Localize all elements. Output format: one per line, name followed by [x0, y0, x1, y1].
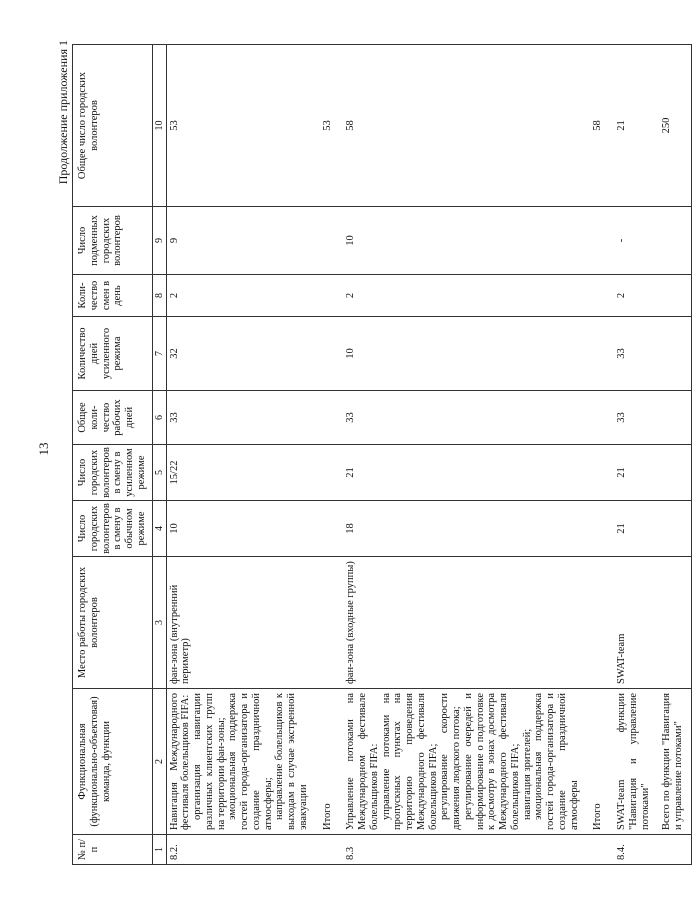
function-item: организация навигации различных клиентских групп на территории фан-зоны;	[192, 693, 227, 830]
header-shifts: Коли-чество смен в день	[73, 275, 153, 317]
header-number: № п/п	[73, 835, 153, 865]
table-row	[343, 45, 582, 865]
subtotal-value: 58	[582, 45, 614, 207]
row-number: 8.2.	[166, 835, 312, 865]
subtotal-row	[312, 45, 344, 865]
enhanced-mode-value: 15/22	[166, 445, 312, 501]
function-description	[343, 689, 582, 835]
column-number: 7	[152, 317, 166, 391]
work-place: фан-зона (внутренний периметр)	[166, 557, 312, 689]
work-place: SWAT-team	[614, 557, 653, 689]
continuation-label: Продолжение приложения 1	[56, 40, 70, 185]
table-header-row	[73, 45, 153, 865]
function-item: навигация зрителей;	[521, 728, 533, 820]
column-number: 2	[152, 689, 166, 835]
enhanced-days-value: 33	[614, 317, 653, 391]
subtotal-value: 53	[312, 45, 344, 207]
column-number: 4	[152, 501, 166, 557]
function-description	[166, 689, 312, 835]
header-function: Функциональная (функционально-объектовая) команда, функции	[73, 689, 153, 835]
header-total: Общее число городских волонтеров	[73, 45, 153, 207]
function-item: управление потоками на пропускных пунктах на территорию проведения Международного фестиваля болельщиков FIFA;	[380, 693, 439, 830]
grand-total-row	[653, 45, 691, 865]
normal-mode-value: 10	[166, 501, 312, 557]
work-place: фан-зона (входные группы)	[343, 557, 582, 689]
shifts-value: 2	[614, 275, 653, 317]
function-item: регулирование очередей и информирование о подготовке к досмотру в зонах досмотра Международного фестиваля болельщиков FIFA;	[462, 693, 521, 830]
column-number: 3	[152, 557, 166, 689]
shifts-value: 2	[166, 275, 312, 317]
table-row	[166, 45, 312, 865]
column-number: 10	[152, 45, 166, 207]
function-title: SWAT-team функции "Навигация и управление потоками"	[614, 689, 653, 835]
subtotal-row	[582, 45, 614, 865]
normal-mode-value: 21	[614, 501, 653, 557]
function-item: регулирование скорости движения людского потока;	[439, 693, 463, 830]
normal-mode-value: 18	[343, 501, 582, 557]
shifts-value: 2	[343, 275, 582, 317]
column-number: 8	[152, 275, 166, 317]
total-value: 53	[166, 45, 312, 207]
working-days-value: 33	[343, 391, 582, 445]
grand-total-value: 250	[653, 45, 691, 207]
column-number: 9	[152, 207, 166, 275]
subtotal-label: Итого	[312, 689, 344, 835]
function-title: Управление потоками на Международном фестивале болельщиков FIFA:	[345, 693, 380, 830]
table-row	[614, 45, 653, 865]
column-number: 6	[152, 391, 166, 445]
enhanced-days-value: 10	[343, 317, 582, 391]
volunteer-table	[72, 44, 692, 865]
header-substitute: Число подменных городских волонтеров	[73, 207, 153, 275]
function-title: Навигация Международного фестиваля болельщиков FIFA:	[168, 693, 192, 830]
column-number: 1	[152, 835, 166, 865]
function-item: эмоциональная поддержка гостей города-организатора и создание праздничной атмосферы	[533, 693, 580, 830]
subtotal-label: Итого	[582, 689, 614, 835]
total-value: 58	[343, 45, 582, 207]
enhanced-mode-value: 21	[614, 445, 653, 501]
substitute-value: 10	[343, 207, 582, 275]
working-days-value: 33	[166, 391, 312, 445]
enhanced-days-value: 32	[166, 317, 312, 391]
substitute-value: 9	[166, 207, 312, 275]
header-enhanced-days: Количество дней усиленного режима	[73, 317, 153, 391]
enhanced-mode-value: 21	[343, 445, 582, 501]
page-number: 13	[36, 442, 51, 456]
header-place: Место работы городских волонтеров	[73, 557, 153, 689]
row-number: 8.4.	[614, 835, 653, 865]
grand-total-label: Всего по функции "Навигация и управление потоками"	[653, 689, 691, 835]
header-normal-mode: Число городских волонтеров в смену в обычном режиме	[73, 501, 153, 557]
working-days-value: 33	[614, 391, 653, 445]
header-working-days: Общее коли-чество рабочих дней	[73, 391, 153, 445]
column-number-row	[152, 45, 166, 865]
header-enhanced-mode: Число городских волонтеров в смену в усиленном режиме	[73, 445, 153, 501]
substitute-value: -	[614, 207, 653, 275]
row-number: 8.3	[343, 835, 582, 865]
column-number: 5	[152, 445, 166, 501]
function-item: направление болельщиков к выходам в случае экстренной эвакуации	[274, 693, 309, 830]
total-value: 21	[614, 45, 653, 207]
function-item: эмоциональная поддержка гостей города-организатора и создание праздничной атмосферы;	[227, 693, 274, 830]
